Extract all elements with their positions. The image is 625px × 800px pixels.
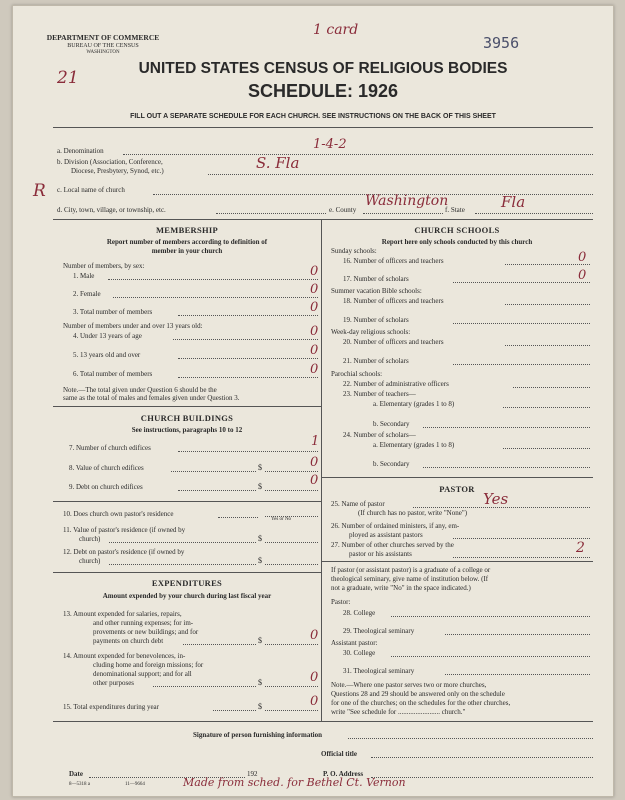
q25-hint: (If church has no pastor, write "None") xyxy=(358,509,468,517)
q5-line xyxy=(178,358,318,359)
q30-label: 30. College xyxy=(343,649,376,657)
q12-amount-line xyxy=(265,564,318,565)
q13-value: 0 xyxy=(310,628,319,643)
q9-dollar: $ xyxy=(258,482,262,491)
q13-dollar: $ xyxy=(258,636,262,645)
serial-number: 3956 xyxy=(483,34,520,52)
q28-label: 28. College xyxy=(343,609,376,617)
city-label: WASHINGTON xyxy=(86,50,120,55)
graduate-instruction-3: not a graduate, write "No" in the space indicated.) xyxy=(331,584,471,592)
county-label: e. County xyxy=(329,206,357,214)
q7-line xyxy=(178,451,318,452)
q17-label: 17. Number of scholars xyxy=(343,275,409,283)
q23-label: 23. Number of teachers— xyxy=(343,390,416,398)
q11-dollar: $ xyxy=(258,534,262,543)
q4-label: 4. Under 13 years of age xyxy=(73,332,142,340)
handwritten-margin-number: 21 xyxy=(57,68,79,88)
city-field-line xyxy=(216,213,326,214)
q12-label: 12. Debt on pastor's residence (if owned by xyxy=(63,548,185,556)
q3-value: 0 xyxy=(310,300,319,315)
schedule-year: SCHEDULE: 1926 xyxy=(247,81,399,101)
q15-line xyxy=(213,710,256,711)
department-label: DEPARTMENT OF COMMERCE xyxy=(46,33,160,42)
q13-label-4: payments on church debt xyxy=(93,637,164,645)
q6-line xyxy=(178,377,318,378)
signature-label: Signature of person furnishing information xyxy=(193,731,322,739)
form-title: UNITED STATES CENSUS OF RELIGIOUS BODIES xyxy=(138,60,508,77)
q26-line xyxy=(453,538,590,539)
q15-value: 0 xyxy=(310,694,319,709)
q23a-label: a. Elementary (grades 1 to 8) xyxy=(373,400,455,408)
handwritten-footer-note: Made from sched. for Bethel Ct. Vernon xyxy=(183,776,406,789)
schools-title: CHURCH SCHOOLS xyxy=(414,225,500,235)
pastor-note-4: write "See schedule for ........................ church." xyxy=(331,708,466,716)
q8-dollar: $ xyxy=(258,463,262,472)
official-title-line xyxy=(371,757,593,758)
q28-line xyxy=(391,616,590,617)
rule xyxy=(53,721,593,722)
q14-label: 14. Amount expended for benevolences, in- xyxy=(63,652,186,660)
q20-line xyxy=(505,345,590,346)
q11-amount-line xyxy=(265,542,318,543)
rule xyxy=(53,572,321,573)
membership-note-2: same as the total of males and females given under Question 3. xyxy=(63,394,240,402)
rule xyxy=(321,477,593,478)
q1-label: 1. Male xyxy=(73,272,95,280)
q24a-label: a. Elementary (grades 1 to 8) xyxy=(373,441,455,449)
q8-line xyxy=(171,471,256,472)
denomination-label: a. Denomination xyxy=(57,147,104,155)
membership-intro: Report number of members according to definition of xyxy=(106,238,268,246)
q24b-label: b. Secondary xyxy=(373,460,410,468)
denomination-value: 1-4-2 xyxy=(313,137,347,152)
q23b-line xyxy=(423,427,590,428)
age-heading: Number of members under and over 13 years old: xyxy=(63,322,203,330)
expenditures-title: EXPENDITURES xyxy=(151,578,223,588)
sunday-heading: Sunday schools: xyxy=(331,247,377,255)
county-line xyxy=(363,213,443,214)
bureau-label: BUREAU OF THE CENSUS xyxy=(67,43,139,49)
q24-label: 24. Number of scholars— xyxy=(343,431,416,439)
q19-line xyxy=(453,323,590,324)
q10-label: 10. Does church own pastor's residence xyxy=(63,510,174,518)
q4-line xyxy=(173,339,318,340)
column-divider xyxy=(321,219,322,721)
official-title-label: Official title xyxy=(321,750,357,758)
q14-value: 0 xyxy=(310,670,319,685)
q10-line xyxy=(218,517,258,518)
vacation-heading: Summer vacation Bible schools: xyxy=(331,287,422,295)
q27-label: 27. Number of other churches served by the xyxy=(331,541,454,549)
q13-label: 13. Amount expended for salaries, repairs, xyxy=(63,610,182,618)
weekday-heading: Week-day religious schools: xyxy=(331,328,411,336)
instruction-line: FILL OUT A SEPARATE SCHEDULE FOR EACH CHURCH. SEE INSTRUCTIONS ON THE BACK OF THIS SHEET xyxy=(130,113,496,120)
pastor-note: Note.—Where one pastor serves two or more churches, xyxy=(331,681,487,689)
q14-amount-line xyxy=(265,686,318,687)
q26-label: 26. Number of ordained ministers, if any, em- xyxy=(331,522,460,530)
form-number: 8—5318 a xyxy=(69,782,90,787)
by-sex-heading: Number of members, by sex: xyxy=(63,262,145,270)
membership-intro-2: member in your church xyxy=(151,247,223,255)
q2-value: 0 xyxy=(310,282,319,297)
date-label: Date xyxy=(69,770,83,778)
division-value: S. Fla xyxy=(256,154,300,172)
q13-label-2: and other running expenses; for im- xyxy=(93,619,194,627)
q11-label: 11. Value of pastor's residence (if owned by xyxy=(63,526,186,534)
buildings-sub: See instructions, paragraphs 10 to 12 xyxy=(131,426,243,434)
handwritten-margin-r: R xyxy=(33,181,46,201)
date-year: 192 xyxy=(247,770,258,778)
q2-label: 2. Female xyxy=(73,290,101,298)
q5-value: 0 xyxy=(310,343,319,358)
state-line xyxy=(475,213,593,214)
q12-dollar: $ xyxy=(258,556,262,565)
yes-no-hint: Yes or No xyxy=(271,517,292,522)
q25-value: Yes xyxy=(483,490,509,508)
q8-value: 0 xyxy=(310,455,319,470)
pastor-note-2: Questions 28 and 29 should be answered only on the schedule xyxy=(331,690,505,698)
local-name-label: c. Local name of church xyxy=(57,186,125,194)
q9-line xyxy=(178,490,256,491)
q20-label: 20. Number of officers and teachers xyxy=(343,338,444,346)
q14-label-3: denominational support; and for all xyxy=(93,670,192,678)
division-label-2: Diocese, Presbytery, Synod, etc.) xyxy=(71,167,164,175)
q13-label-3: provements or new buildings; and for xyxy=(93,628,199,636)
q8-amount-line xyxy=(265,471,318,472)
q29-line xyxy=(445,634,590,635)
pastor-note-3: for one of the churches; on the schedules for the other churches, xyxy=(331,699,511,707)
q13-line xyxy=(183,644,256,645)
city-field-label: d. City, town, village, or township, etc. xyxy=(57,206,166,214)
assistant-subheading: Assistant pastor: xyxy=(331,639,378,647)
q9-amount-line xyxy=(265,490,318,491)
q27-value: 2 xyxy=(576,540,585,556)
census-schedule-sheet xyxy=(12,5,614,797)
q1-line xyxy=(108,279,318,280)
q23a-line xyxy=(503,407,590,408)
rule xyxy=(53,501,321,502)
q16-value: 0 xyxy=(578,250,587,265)
rule xyxy=(321,561,593,562)
q3-label: 3. Total number of members xyxy=(73,308,153,316)
q26-label-2: ployed as assistant pastors xyxy=(349,531,423,539)
q15-amount-line xyxy=(265,710,318,711)
q14-line xyxy=(153,686,256,687)
q21-line xyxy=(453,364,590,365)
po-address-label: P. O. Address xyxy=(323,770,364,778)
q15-label: 15. Total expenditures during year xyxy=(63,703,159,711)
county-value: Washington xyxy=(365,193,449,209)
q18-label: 18. Number of officers and teachers xyxy=(343,297,444,305)
q7-label: 7. Number of church edifices xyxy=(69,444,151,452)
membership-note: Note.—The total given under Question 6 should be the xyxy=(63,386,217,394)
q5-label: 5. 13 years old and over xyxy=(73,351,141,359)
q14-label-4: other purposes xyxy=(93,679,135,687)
q27-label-2: pastor or his assistants xyxy=(349,550,412,558)
pastor-title: PASTOR xyxy=(439,484,475,494)
rule xyxy=(53,219,593,220)
rule xyxy=(53,127,593,128)
q22-line xyxy=(513,387,590,388)
q11-line xyxy=(109,542,256,543)
rule xyxy=(53,406,321,407)
q23b-label: b. Secondary xyxy=(373,420,410,428)
handwritten-card-note: 1 card xyxy=(313,22,359,38)
print-number: 11—9664 xyxy=(125,782,145,787)
q30-line xyxy=(391,656,590,657)
q14-dollar: $ xyxy=(258,678,262,687)
graduate-instruction-2: theological seminary, give name of institution below. (If xyxy=(331,575,489,583)
q19-label: 19. Number of scholars xyxy=(343,316,409,324)
q15-dollar: $ xyxy=(258,702,262,711)
denomination-line xyxy=(123,154,593,155)
q18-line xyxy=(505,304,590,305)
division-line xyxy=(208,174,593,175)
q9-label: 9. Debt on church edifices xyxy=(69,483,143,491)
q12-line xyxy=(109,564,256,565)
q12-label-2: church) xyxy=(79,557,101,565)
parochial-heading: Parochial schools: xyxy=(331,370,383,378)
q4-value: 0 xyxy=(310,324,319,339)
q6-label: 6. Total number of members xyxy=(73,370,153,378)
membership-title: MEMBERSHIP xyxy=(155,225,219,235)
q13-amount-line xyxy=(265,644,318,645)
q21-label: 21. Number of scholars xyxy=(343,357,409,365)
pastor-subheading: Pastor: xyxy=(331,598,351,606)
q29-label: 29. Theological seminary xyxy=(343,627,415,635)
q22-label: 22. Number of administrative officers xyxy=(343,380,449,388)
q6-value: 0 xyxy=(310,362,319,377)
q24b-line xyxy=(423,467,590,468)
signature-line xyxy=(348,738,593,739)
graduate-instruction: If pastor (or assistant pastor) is a graduate of a college or xyxy=(331,566,491,574)
q16-label: 16. Number of officers and teachers xyxy=(343,257,444,265)
q3-line xyxy=(178,315,318,316)
q2-line xyxy=(113,297,318,298)
schools-intro: Report here only schools conducted by this church xyxy=(381,238,533,246)
q24a-line xyxy=(503,448,590,449)
q9-value: 0 xyxy=(310,473,319,488)
state-label: f. State xyxy=(445,206,465,214)
division-label: b. Division (Association, Conference, xyxy=(57,158,163,166)
q31-line xyxy=(445,674,590,675)
q17-value: 0 xyxy=(578,268,587,283)
buildings-title: CHURCH BUILDINGS xyxy=(140,413,234,423)
q11-label-2: church) xyxy=(79,535,101,543)
q14-label-2: cluding home and foreign missions; for xyxy=(93,661,204,669)
q8-label: 8. Value of church edifices xyxy=(69,464,144,472)
state-value: Fla xyxy=(501,193,526,211)
q31-label: 31. Theological seminary xyxy=(343,667,415,675)
q17-line xyxy=(453,282,590,283)
q25-label: 25. Name of pastor xyxy=(331,500,385,508)
q1-value: 0 xyxy=(310,264,319,279)
expenditures-sub: Amount expended by your church during last fiscal year xyxy=(102,592,272,600)
q10-answer-line xyxy=(265,516,318,517)
q27-line xyxy=(453,557,590,558)
q7-value: 1 xyxy=(311,434,320,449)
